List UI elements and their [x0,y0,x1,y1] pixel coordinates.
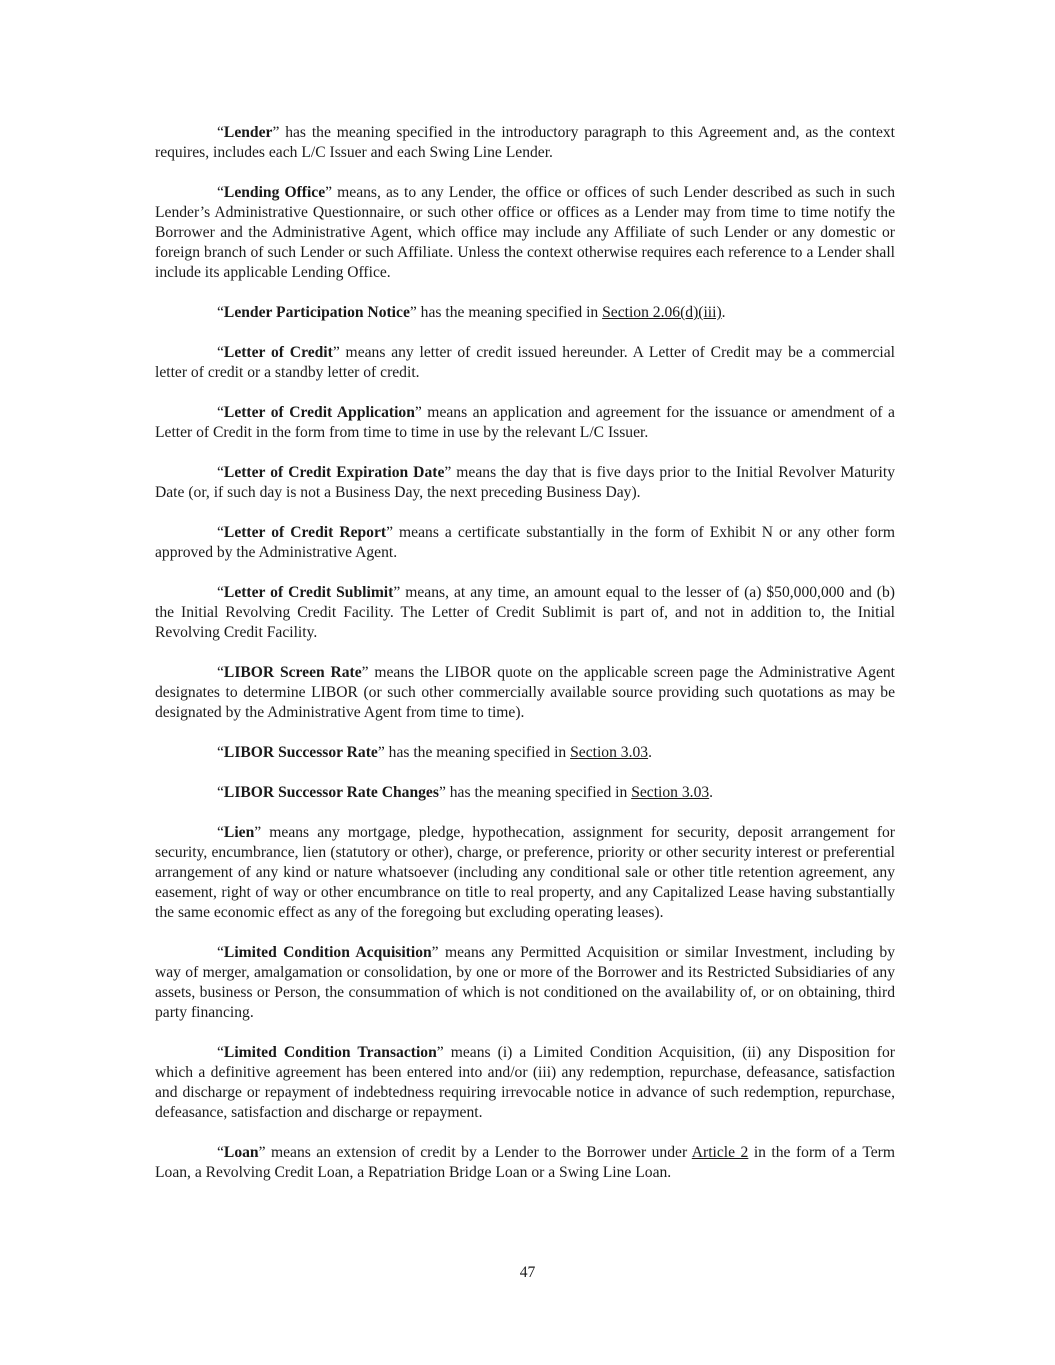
section-reference: Section 2.06(d)(iii) [602,304,722,321]
defined-term: Letter of Credit Application [223,404,415,421]
defined-term: Lender Participation Notice [223,304,410,321]
definition-lender: “Lender” has the meaning specified in the introductory paragraph to this Agreement and, as the context requires, includes each L/C Issuer and each Swing Line Lender. [155,124,895,161]
definition-letter-of-credit-sublimit: “Letter of Credit Sublimit” means, at any time, an amount equal to the lesser of (a) $50,000,000 and (b) the Initial Revolving Credit Facility. The Letter of Credit Sublimit is part of, and not in addition to, the Initial Revolving Credit Facility. [155,584,895,641]
defined-term: Lender [223,124,273,141]
definition-limited-condition-acquisition: “Limited Condition Acquisition” means any Permitted Acquisition or similar Investment, including by way of merger, amalgamation or consolidation, by one or more of the Borrower and its Restricted Subsidiaries of any assets, business or Person, the consummation of which is not conditioned on the availability of, or on obtaining, third party financing. [155,944,895,1021]
page-number: 47 [519,1264,536,1281]
defined-term: Limited Condition Transaction [223,1044,437,1061]
defined-term: Lien [223,824,255,841]
definition-lender-participation-notice: “Lender Participation Notice” has the meaning specified in Section 2.06(d)(iii). [217,304,726,321]
section-reference: Section 3.03 [631,784,710,801]
defined-term: LIBOR Screen Rate [223,664,362,681]
definition-letter-of-credit: “Letter of Credit” means any letter of credit issued hereunder. A Letter of Credit may be a commercial letter of credit or a standby letter of credit. [155,344,895,381]
document-page [155,123,895,1203]
section-reference: Section 3.03 [570,744,649,761]
defined-term: Letter of Credit [223,344,333,361]
defined-term: LIBOR Successor Rate [223,744,378,761]
definition-libor-successor-rate: “LIBOR Successor Rate” has the meaning specified in Section 3.03. [217,744,652,761]
defined-term: Lending Office [223,184,326,201]
defined-term: Letter of Credit Sublimit [223,584,394,601]
definition-letter-of-credit-expiration-date: “Letter of Credit Expiration Date” means the day that is five days prior to the Initial Revolver Maturity Date (or, if such day is not a Business Day, the next preceding Business Day). [155,464,895,501]
definition-lending-office: “Lending Office” means, as to any Lender, the office or offices of such Lender described as such in such Lender’s Administrative Questionnaire, or such other office or offices as a Lender may from time to time notify the Borrower and the Administrative Agent, which office may include any Affiliate of such Lender or any domestic or foreign branch of such Lender or such Affiliate. Unless the context otherwise requires each reference to a Lender shall include its applicable Lending Office. [155,184,896,281]
defined-term: Letter of Credit Report [223,524,387,541]
defined-term: Loan [223,1144,259,1161]
definition-libor-successor-rate-changes: “LIBOR Successor Rate Changes” has the meaning specified in Section 3.03. [217,784,714,801]
section-reference: Article 2 [691,1144,749,1161]
definition-letter-of-credit-application: “Letter of Credit Application” means an application and agreement for the issuance or amendment of a Letter of Credit in the form from time to time in use by the relevant L/C Issuer. [155,404,895,441]
defined-term: Letter of Credit Expiration Date [223,464,445,481]
defined-term: LIBOR Successor Rate Changes [223,784,439,801]
definition-lien: “Lien” means any mortgage, pledge, hypothecation, assignment for security, deposit arrangement for security, encumbrance, lien (statutory or other), charge, or preference, priority or other security interest or preferential arrangement of any kind or nature whatsoever (including any conditional sale or other title retention agreement, any easement, right of way or other encumbrance on title to real property, and any Capitalized Lease having substantially the same economic effect as any of the foregoing but excluding operating leases). [155,824,895,921]
defined-term: Limited Condition Acquisition [223,944,432,961]
definition-libor-screen-rate: “LIBOR Screen Rate” means the LIBOR quote on the applicable screen page the Administrative Agent designates to determine LIBOR (or such other commercially available source providing such quotations as may be designated by the Administrative Agent from time to time). [155,664,895,721]
definition-limited-condition-transaction: “Limited Condition Transaction” means (i) a Limited Condition Acquisition, (ii) any Disposition for which a definitive agreement has been entered into and/or (iii) any redemption, repurchase, defeasance, satisfaction and discharge or repayment of indebtedness requiring irrevocable notice in advance of such redemption, repurchase, defeasance, satisfaction and discharge or repayment. [155,1044,895,1121]
definition-letter-of-credit-report: “Letter of Credit Report” means a certificate substantially in the form of Exhibit N or any other form approved by the Administrative Agent. [155,524,895,561]
definition-loan: “Loan” means an extension of credit by a Lender to the Borrower under Article 2 in the form of a Term Loan, a Revolving Credit Loan, a Repatriation Bridge Loan or a Swing Line Loan. [155,1144,895,1181]
